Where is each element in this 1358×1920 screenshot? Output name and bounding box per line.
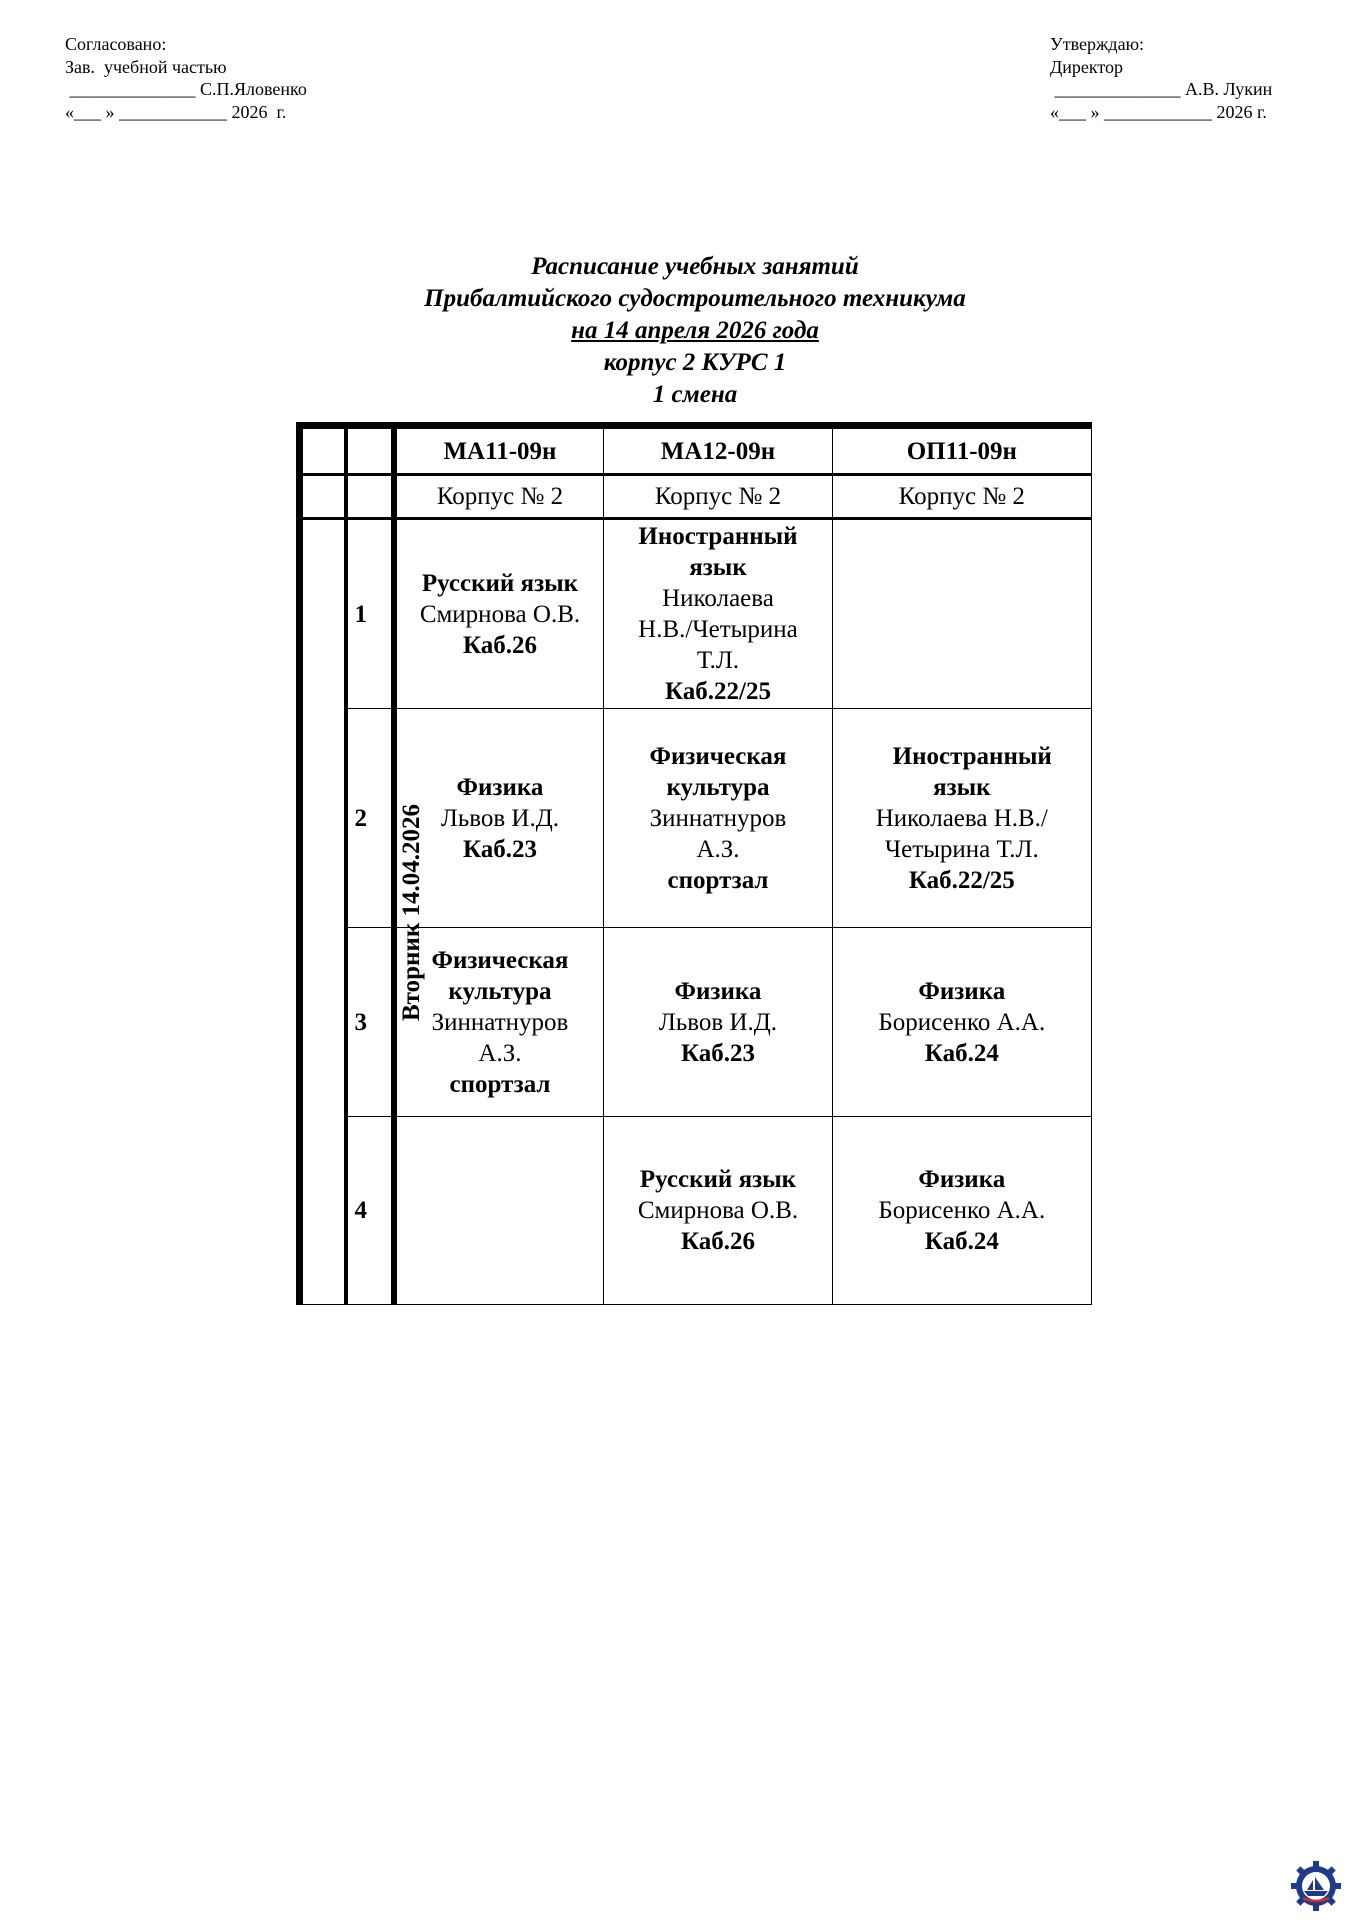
- lesson-row: [300, 1117, 1092, 1305]
- empty-corner-cell: [346, 475, 394, 519]
- lesson-cell: [832, 519, 1091, 709]
- lesson-cell: [832, 1117, 1091, 1305]
- lesson-number: 3: [346, 928, 394, 1117]
- lesson-room: Каб.26: [462, 631, 537, 659]
- lesson-number: 4: [346, 1117, 394, 1305]
- day-cell: [300, 519, 425, 1305]
- empty-corner-cell: [300, 426, 346, 475]
- lesson-teacher: Смирнова О.В.: [419, 600, 581, 628]
- lesson-teacher: Львов И.Д.: [440, 804, 560, 832]
- lesson-number: 1: [346, 519, 394, 709]
- lesson-room: Каб.24: [924, 1039, 999, 1067]
- confirmation-signature-line: ______________ А.В. Лукин: [1050, 79, 1273, 99]
- lesson-cell: [394, 1117, 604, 1305]
- approval-date-line: «___ » ____________ 2026 г.: [65, 101, 287, 122]
- lesson-cell: [832, 709, 1091, 928]
- confirmation-title: Утверждаю:: [1050, 34, 1145, 54]
- lesson-subject: Иностранный язык: [892, 742, 1052, 801]
- approval-signature-line: ______________ С.П.Яловенко: [65, 79, 307, 99]
- group-header-row: [300, 426, 1092, 475]
- empty-corner-cell: [346, 426, 394, 475]
- lesson-subject: Русский язык: [421, 569, 579, 597]
- lesson-teacher: Николаева Н.В./Четырина Т.Л.: [875, 804, 1048, 863]
- college-logo-icon: [1290, 1860, 1342, 1912]
- lesson-room: Каб.23: [680, 1039, 756, 1067]
- lesson-cell: [604, 519, 832, 709]
- lesson-room: спортзал: [667, 866, 769, 894]
- lesson-number: 2: [346, 709, 394, 928]
- day-label: Вторник 14.04.2026: [398, 803, 425, 1021]
- group-header: МА12-09н: [604, 426, 832, 475]
- building-cell: Корпус № 2: [394, 475, 604, 519]
- lesson-teacher: Борисенко А.А.: [878, 1008, 1046, 1036]
- lesson-subject: Физика: [918, 1166, 1006, 1193]
- approval-block: [65, 33, 307, 123]
- empty-corner-cell: [300, 475, 346, 519]
- schedule-heading: [0, 251, 1358, 411]
- lesson-room: Каб.22/25: [908, 866, 1015, 894]
- heading-line-2: Прибалтийского судостроительного техникума: [424, 285, 966, 312]
- building-cell: Корпус № 2: [604, 475, 832, 519]
- lesson-teacher: Борисенко А.А.: [878, 1197, 1046, 1224]
- approval-position: Зав. учебной частью: [65, 56, 227, 77]
- lesson-cell: [394, 519, 604, 709]
- lesson-room: Каб.24: [924, 1228, 999, 1255]
- heading-date: на 14 апреля 2026 года: [571, 317, 819, 344]
- lesson-room: Каб.22/25: [664, 678, 771, 705]
- heading-shift: 1 смена: [652, 381, 738, 408]
- lesson-subject: Физическая культура: [649, 742, 787, 801]
- lesson-subject: Иностранный язык: [638, 523, 798, 581]
- heading-building-course: корпус 2 КУРС 1: [603, 349, 787, 376]
- lesson-teacher: Смирнова О.В.: [637, 1197, 799, 1224]
- lesson-subject: Физика: [674, 977, 762, 1005]
- schedule-table: [296, 422, 1092, 1305]
- lesson-subject: Физика: [918, 977, 1006, 1005]
- approval-title: Согласовано:: [65, 34, 167, 54]
- building-cell: Корпус № 2: [832, 475, 1091, 519]
- lesson-cell: [604, 928, 832, 1117]
- lesson-subject: Физика: [456, 773, 544, 801]
- lesson-subject: Русский язык: [639, 1166, 797, 1193]
- heading-line-1: Расписание учебных занятий: [531, 253, 859, 280]
- lesson-teacher: Зиннатнуров А.З.: [431, 1008, 569, 1067]
- lesson-subject: Физическая культура: [431, 946, 569, 1005]
- group-header: МА11-09н: [394, 426, 604, 475]
- lesson-room: Каб.26: [680, 1228, 756, 1255]
- lesson-cell: [604, 709, 832, 928]
- group-header: ОП11-09н: [832, 426, 1091, 475]
- lesson-room: Каб.23: [462, 835, 537, 863]
- lesson-room: спортзал: [449, 1070, 551, 1098]
- lesson-teacher: Львов И.Д.: [658, 1008, 778, 1036]
- lesson-teacher: Николаева Н.В./Четырина Т.Л.: [638, 585, 798, 674]
- lesson-cell: [604, 1117, 832, 1305]
- confirmation-position: Директор: [1050, 56, 1124, 77]
- building-row: [300, 475, 1092, 519]
- lesson-row: [300, 519, 1092, 709]
- lesson-teacher: Зиннатнуров А.З.: [649, 804, 787, 863]
- confirmation-date-line: «___ » ____________ 2026 г.: [1050, 101, 1267, 122]
- confirmation-block: [1050, 33, 1272, 123]
- lesson-cell: [832, 928, 1091, 1117]
